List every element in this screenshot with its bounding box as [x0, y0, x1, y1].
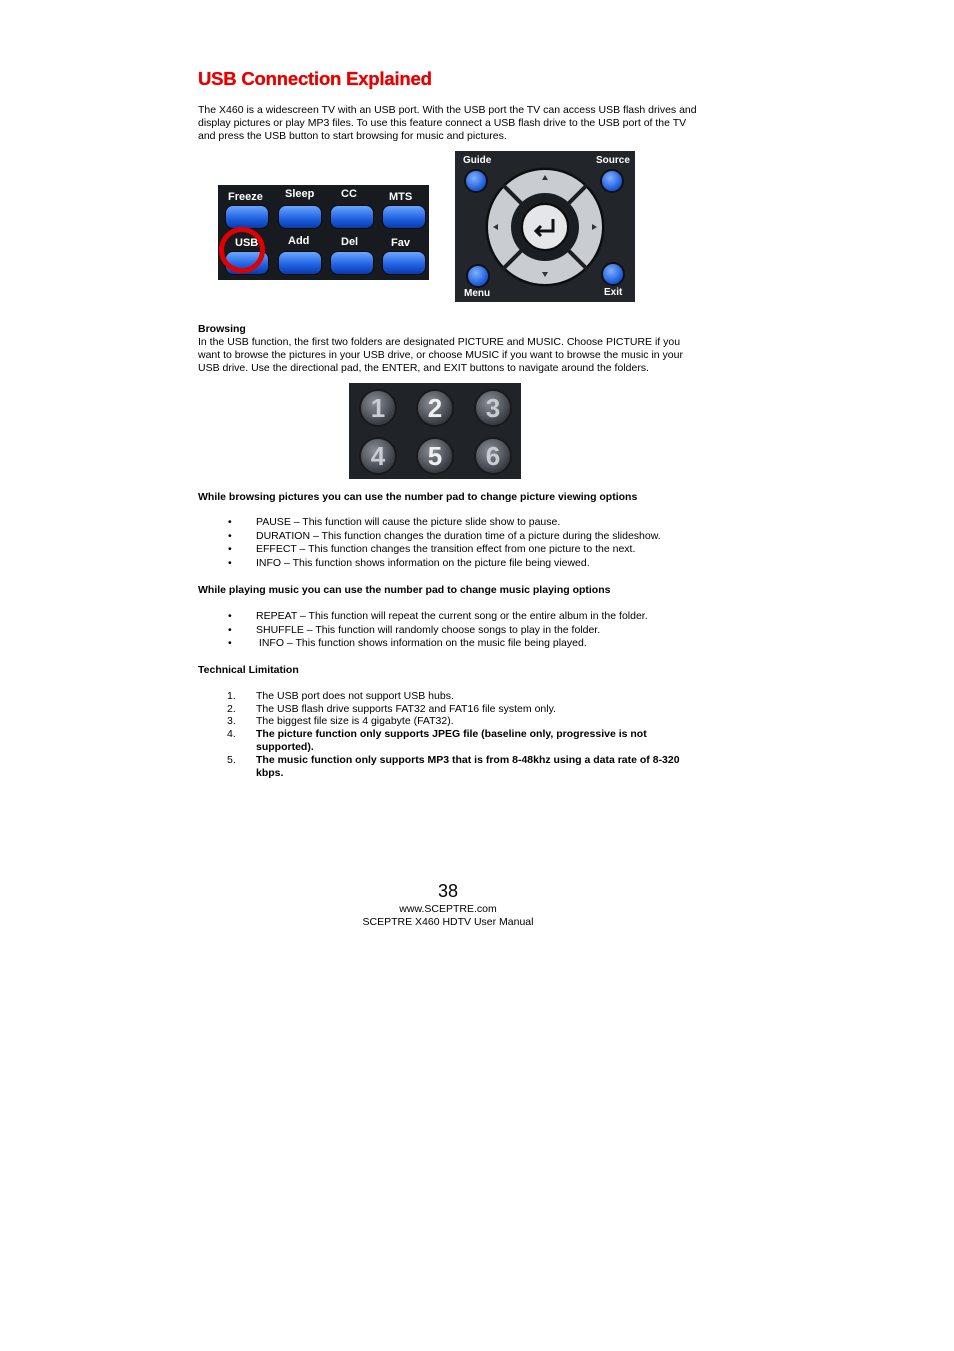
number-key-4: 4 — [359, 437, 397, 475]
remote-label-usb: USB — [235, 237, 259, 249]
list-item: • DURATION – This function changes the duration time of a picture during the slideshow. — [228, 529, 661, 542]
footer-manual-title: SCEPTRE X460 HDTV User Manual — [362, 916, 534, 928]
remote-label-source: Source — [596, 155, 630, 166]
pictures-heading: While browsing pictures you can use the number pad to change picture viewing options — [198, 491, 638, 503]
exit-button-graphic — [601, 262, 625, 286]
add-button-graphic — [278, 251, 322, 275]
fav-button-graphic — [382, 251, 426, 275]
number-key-5: 5 — [416, 437, 454, 475]
browsing-heading: Browsing — [198, 323, 246, 335]
menu-button-graphic — [466, 264, 490, 288]
sleep-button-graphic — [278, 205, 322, 229]
number-pad-image — [349, 383, 521, 479]
music-options-list — [198, 610, 698, 651]
mts-button-graphic — [382, 205, 426, 229]
browsing-paragraph: In the USB function, the first two folders are designated PICTURE and MUSIC. Choose PICTURE if you want to browse the pictures in your USB drive, or choose MUSIC if you want to browse the music in your USB drive. Use the directional pad, the ENTER, and EXIT buttons to navigate around the folders. — [198, 336, 683, 374]
list-item: • INFO – This function shows information on the picture file being viewed. — [228, 557, 590, 570]
list-item: 2. The USB flash drive supports FAT32 and FAT16 file system only. — [227, 702, 556, 715]
remote-dpad-image — [455, 151, 635, 302]
list-item: • REPEAT – This function will repeat the current song or the entire album in the folder. — [228, 610, 648, 622]
remote-label-guide: Guide — [463, 155, 492, 166]
usb-highlight-circle — [219, 227, 265, 273]
technical-limitations-list — [198, 690, 698, 780]
number-key-6: 6 — [474, 437, 512, 475]
del-button-graphic — [330, 251, 374, 275]
freeze-button-graphic — [225, 205, 269, 229]
pictures-options-list — [198, 516, 698, 571]
list-item: 4. The picture function only supports JPEG file (baseline only, progressive is not supported). — [227, 728, 647, 754]
list-item: • SHUFFLE – This function will randomly choose songs to play in the folder. — [228, 623, 601, 636]
dpad-icon — [483, 163, 607, 291]
remote-label-mts: MTS — [389, 191, 413, 203]
remote-label-del: Del — [341, 236, 359, 248]
music-heading: While playing music you can use the number pad to change music playing options — [198, 584, 611, 596]
page-number: 38 — [437, 881, 459, 901]
remote-label-exit: Exit — [604, 287, 623, 298]
footer-website: www.SCEPTRE.com — [399, 903, 497, 915]
remote-label-fav: Fav — [391, 237, 410, 249]
list-item: 5. The music function only supports MP3 that is from 8-48khz using a data rate of 8-320 kbps. — [227, 754, 680, 780]
cc-button-graphic — [330, 205, 374, 229]
remote-label-freeze: Freeze — [228, 191, 263, 203]
number-key-3: 3 — [474, 389, 512, 427]
list-item: 1. The USB port does not support USB hubs. — [227, 690, 454, 702]
page-title: USB Connection Explained — [198, 68, 432, 89]
number-key-1: 1 — [359, 389, 397, 427]
list-item: • EFFECT – This function changes the transition effect from one picture to the next. — [228, 543, 636, 556]
remote-label-menu: Menu — [464, 288, 491, 299]
remote-buttons-image — [218, 185, 429, 280]
list-item: 3. The biggest file size is 4 gigabyte (FAT32). — [227, 715, 454, 728]
number-key-2: 2 — [416, 389, 454, 427]
intro-paragraph: The X460 is a widescreen TV with an USB port. With the USB port the TV can access USB flash drives and display pictures or play MP3 files. To use this feature connect a USB flash drive to the USB port of the TV and press the USB button to start browsing for music and pictures. — [198, 104, 697, 142]
remote-label-add: Add — [288, 235, 310, 247]
list-item: • PAUSE – This function will cause the picture slide show to pause. — [228, 516, 561, 528]
remote-label-sleep: Sleep — [285, 188, 315, 200]
technical-heading: Technical Limitation — [198, 664, 299, 676]
list-item: • INFO – This function shows information on the music file being played. — [228, 637, 587, 650]
remote-label-cc: CC — [341, 188, 357, 200]
